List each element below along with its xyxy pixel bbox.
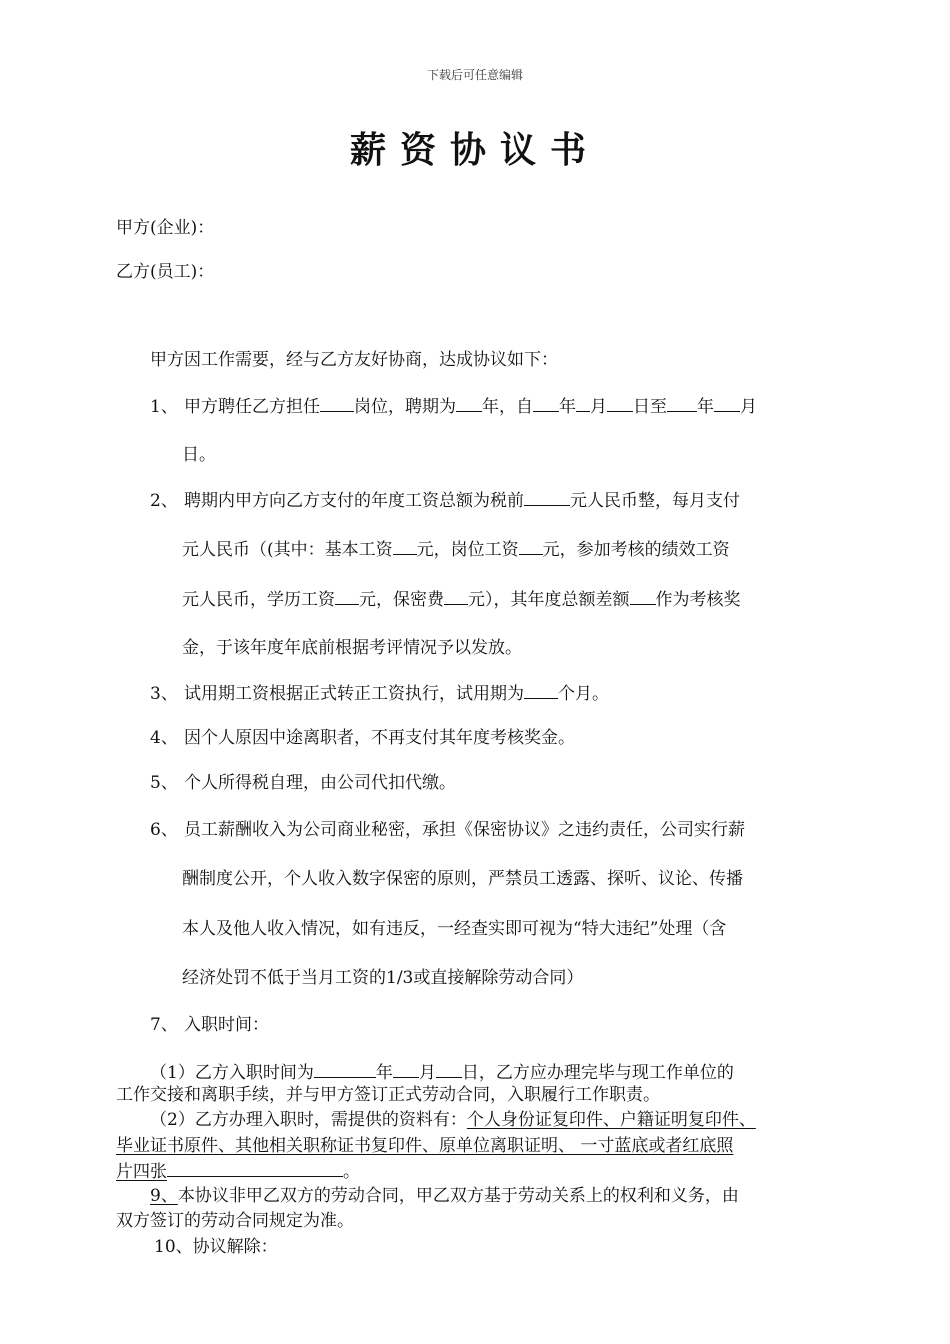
clause-number: 3、: [150, 684, 178, 704]
document-title: 薪资协议书: [349, 129, 600, 171]
blank-line: [436, 1061, 462, 1078]
blank-line: [576, 395, 590, 412]
clause-1-continued: 日。: [182, 445, 216, 465]
clause-number: 9、: [150, 1186, 178, 1206]
blank-line: [524, 682, 558, 699]
blank-line: [524, 489, 570, 506]
blank-line: [320, 395, 354, 412]
blank-line: [607, 395, 633, 412]
clause-6-line-3: 本人及他人收入情况，如有违反，一经查实即可视为“特大违纪”处理（含: [182, 919, 727, 939]
blank-line: [667, 395, 697, 412]
clause-2-line-2: 元人民币（(其中：基本工资 元，岗位工资 元，参加考核的绩效工资: [182, 540, 730, 560]
party-b-label: 乙方(员工)：: [116, 262, 215, 282]
blank-line: [167, 1160, 343, 1177]
clause-7: 7、 入职时间：: [150, 1015, 269, 1035]
clause-6: 6、 员工薪酬收入为公司商业秘密，承担《保密协议》之违约责任，公司实行薪: [150, 820, 745, 840]
clause-number: 2、: [150, 491, 178, 511]
sub-clause-2-line-2: 毕业证书原件、其他相关职称证书复印件、原单位离职证明、 一寸蓝底或者红底照: [116, 1136, 734, 1156]
blank-line: [519, 538, 543, 555]
clause-2: 2、 聘期内甲方向乙方支付的年度工资总额为税前 元人民币整，每月支付: [150, 491, 740, 511]
page-header: 下载后可任意编辑: [426, 68, 523, 82]
blank-line: [393, 1061, 419, 1078]
clause-number: 4、: [150, 728, 178, 748]
blank-line: [630, 588, 656, 605]
sub-clause-1-line-2: 工作交接和离职手续，并与甲方签订正式劳动合同，入职履行工作职责。: [116, 1085, 660, 1105]
clause-4: 4、 因个人原因中途离职者，不再支付其年度考核奖金。: [150, 728, 575, 748]
clause-9-line-2: 双方签订的劳动合同规定为准。: [116, 1211, 354, 1231]
intro-paragraph: 甲方因工作需要，经与乙方友好协商，达成协议如下：: [150, 350, 558, 370]
clause-2-line-4: 金，于该年度年底前根据考评情况予以发放。: [182, 638, 522, 658]
clause-number: 1、: [150, 397, 178, 417]
clause-number: 7、: [150, 1015, 178, 1035]
blank-line: [335, 588, 359, 605]
clause-6-line-2: 酬制度公开，个人收入数字保密的原则，严禁员工透露、探听、议论、传播: [182, 869, 743, 889]
clause-10: 10、协议解除：: [154, 1237, 278, 1257]
blank-line: [393, 538, 417, 555]
sub-clause-2: （2）乙方办理入职时，需提供的资料有：个人身份证复印件、户籍证明复印件、: [150, 1110, 756, 1130]
clause-number: 6、: [150, 820, 178, 840]
clause-3: 3、 试用期工资根据正式转正工资执行，试用期为 个月。: [150, 684, 609, 704]
clause-number: 5、: [150, 773, 178, 793]
blank-line: [314, 1061, 376, 1078]
blank-line: [444, 588, 468, 605]
clause-6-line-4: 经济处罚不低于当月工资的1/3或直接解除劳动合同）: [182, 968, 584, 988]
clause-9: 9、本协议非甲乙双方的劳动合同，甲乙双方基于劳动关系上的权利和义务，由: [150, 1186, 739, 1206]
blank-line: [714, 395, 740, 412]
party-a-label: 甲方(企业)：: [116, 218, 215, 238]
sub-clause-2-line-3: 片四张 。: [116, 1162, 360, 1182]
clause-1: 1、 甲方聘任乙方担任 岗位，聘期为 年，自 年 月 日至 年 月: [150, 397, 757, 417]
clause-5: 5、 个人所得税自理，由公司代扣代缴。: [150, 773, 456, 793]
clause-2-line-3: 元人民币，学历工资 元，保密费 元），其年度总额差额 作为考核奖: [182, 590, 741, 610]
blank-line: [533, 395, 559, 412]
sub-clause-1: （1）乙方入职时间为 年 月 日，乙方应办理完毕与现工作单位的: [150, 1063, 734, 1083]
blank-line: [456, 395, 482, 412]
